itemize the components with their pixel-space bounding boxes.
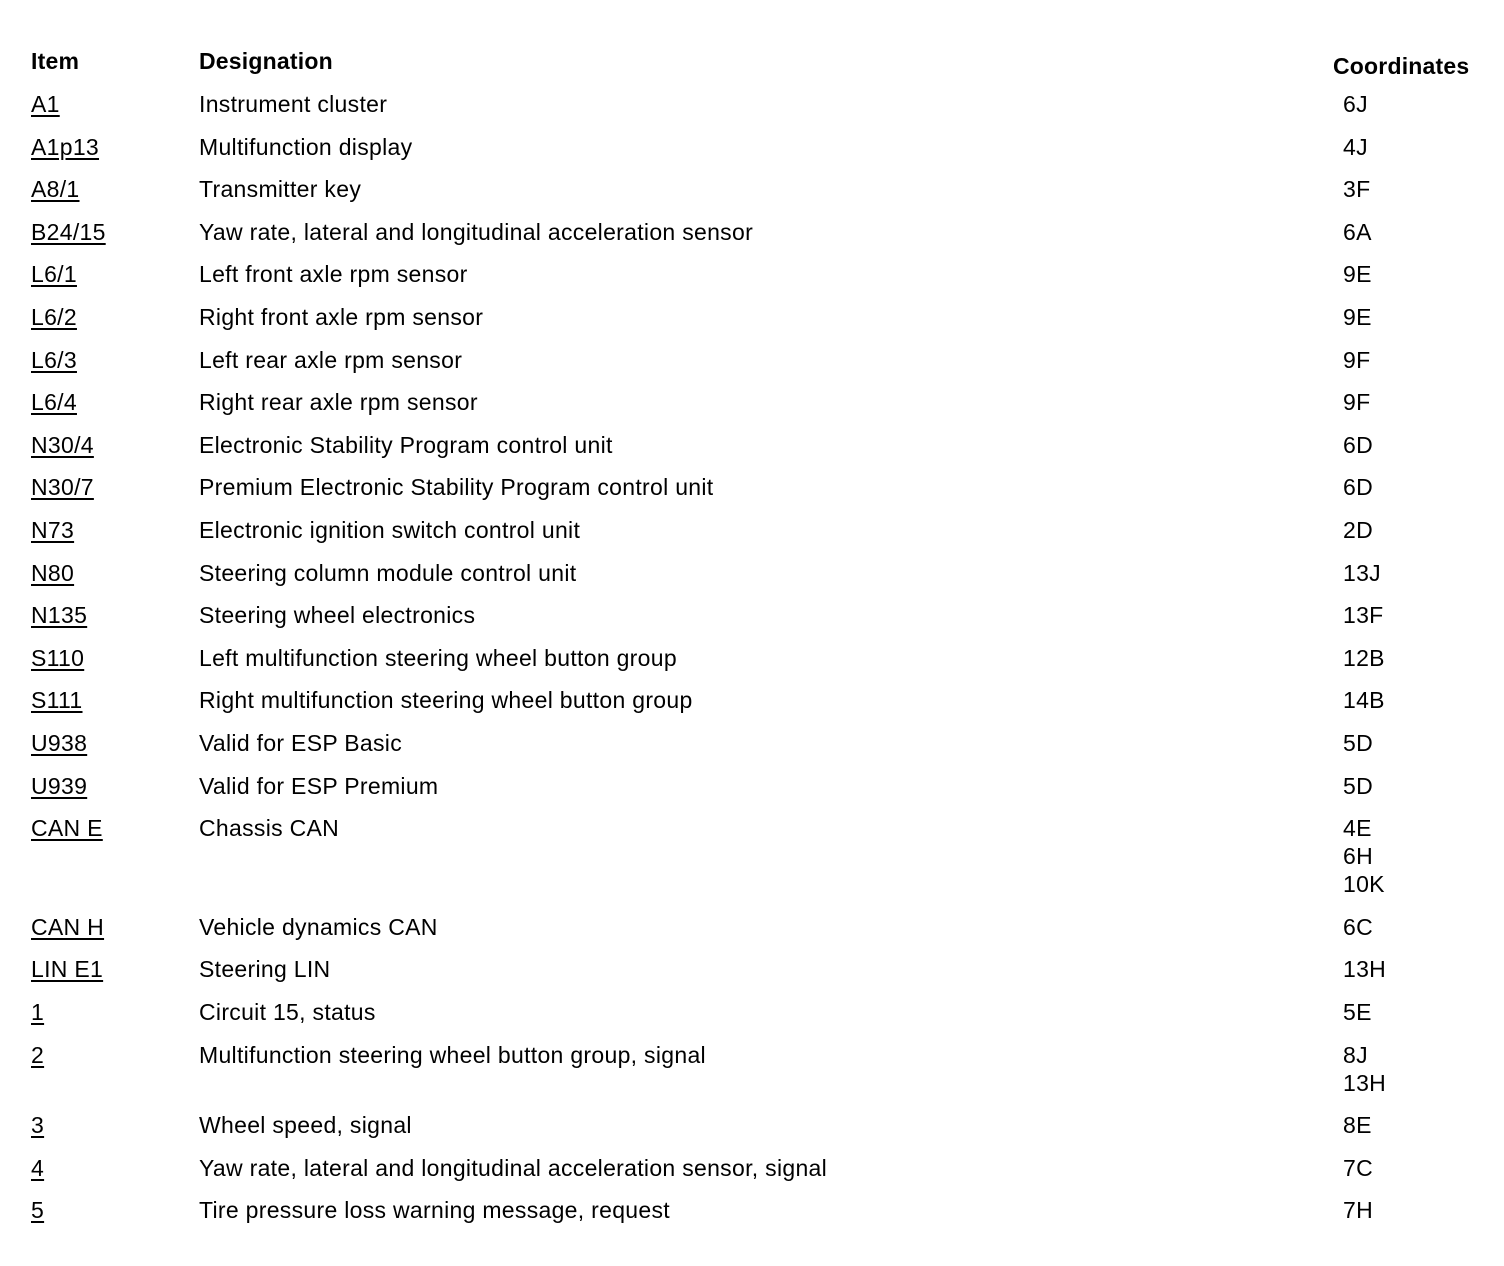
table-row: [0, 303, 1504, 331]
coordinate-value: 6D: [1343, 474, 1374, 501]
coordinates-cell: [1343, 473, 1373, 501]
coordinates-cell: [1343, 90, 1368, 118]
coordinates-cell: [1343, 913, 1373, 941]
coordinates-cell: [1343, 1196, 1373, 1224]
coordinate-value: 13F: [1343, 602, 1384, 629]
coordinate-value: 3F: [1343, 176, 1371, 203]
item-link[interactable]: 3: [31, 1112, 45, 1139]
column-header-item: Item: [31, 48, 80, 74]
coordinate-value: 8J: [1343, 1041, 1368, 1068]
table-row: [0, 175, 1504, 203]
table-row: [0, 473, 1504, 501]
designation-text: Steering column module control unit: [199, 559, 577, 586]
coordinates-cell: [1343, 346, 1370, 374]
coordinates-cell: [1343, 516, 1373, 544]
coordinates-cell: [1343, 772, 1373, 800]
coordinates-cell: [1343, 175, 1370, 203]
item-link[interactable]: A8/1: [31, 176, 80, 203]
item-link[interactable]: N80: [31, 559, 75, 586]
coordinate-value: 6C: [1343, 913, 1374, 940]
item-link[interactable]: S111: [31, 687, 83, 714]
table-row: [0, 133, 1504, 161]
coordinates-cell: [1343, 998, 1372, 1026]
designation-text: Multifunction steering wheel button group, signal: [199, 1041, 706, 1068]
coordinate-value: 6J: [1343, 91, 1368, 117]
coordinate-value: 13H: [1343, 956, 1387, 983]
coordinate-value: 6D: [1343, 431, 1374, 458]
item-link[interactable]: 1: [31, 999, 45, 1025]
coordinate-value: 9F: [1343, 346, 1371, 373]
item-link[interactable]: S110: [31, 644, 85, 671]
designation-text: Valid for ESP Premium: [199, 772, 439, 799]
column-header-coordinates: Coordinates: [1333, 53, 1470, 79]
item-link[interactable]: U938: [31, 730, 88, 756]
coordinate-value: 14B: [1343, 687, 1385, 714]
coordinate-value: 4J: [1343, 133, 1368, 160]
coordinates-cell: [1343, 133, 1368, 161]
table-row: [0, 346, 1504, 374]
designation-text: Tire pressure loss warning message, request: [199, 1197, 670, 1224]
coordinates-cell: [1343, 303, 1372, 331]
item-link[interactable]: L6/1: [31, 261, 77, 288]
designation-text: Electronic Stability Program control unit: [199, 431, 613, 458]
table-row: [0, 644, 1504, 672]
table-row: [0, 388, 1504, 416]
designation-text: Multifunction display: [199, 133, 413, 160]
item-link[interactable]: LIN E1: [31, 956, 104, 983]
item-link[interactable]: CAN E: [31, 815, 103, 842]
designation-text: Right rear axle rpm sensor: [199, 389, 478, 416]
designation-text: Right multifunction steering wheel button group: [199, 687, 693, 714]
coordinate-value: 5D: [1343, 772, 1374, 799]
coordinates-cell: [1343, 1111, 1372, 1139]
coordinate-value: 12B: [1343, 644, 1385, 671]
coordinate-value: 8E: [1343, 1112, 1372, 1139]
column-header-designation: Designation: [199, 48, 333, 74]
item-link[interactable]: L6/4: [31, 389, 77, 416]
designation-text: Chassis CAN: [199, 815, 340, 842]
coordinate-value: 10K: [1343, 871, 1385, 898]
coordinate-value: 4E: [1343, 815, 1372, 842]
designation-text: Premium Electronic Stability Program control unit: [199, 474, 714, 501]
coordinates-cell: [1343, 644, 1385, 672]
item-link[interactable]: 2: [31, 1041, 45, 1068]
coordinate-value: 6A: [1343, 218, 1372, 245]
item-link[interactable]: B24/15: [31, 218, 106, 245]
item-link[interactable]: N30/7: [31, 474, 94, 501]
table-row: [0, 913, 1504, 941]
table-row: [0, 729, 1504, 757]
designation-text: Steering LIN: [199, 956, 331, 983]
table-row: [0, 998, 1504, 1026]
designation-text: Yaw rate, lateral and longitudinal acceleration sensor, signal: [199, 1154, 828, 1181]
coordinates-cell: [1343, 814, 1385, 898]
coordinates-cell: [1343, 431, 1373, 459]
coordinates-cell: [1343, 955, 1386, 983]
coordinates-cell: [1343, 559, 1381, 587]
item-link[interactable]: N135: [31, 602, 88, 629]
designation-text: Steering wheel electronics: [199, 602, 476, 629]
item-link[interactable]: CAN H: [31, 913, 105, 940]
coordinate-value: 13J: [1343, 559, 1381, 586]
designation-text: Vehicle dynamics CAN: [199, 913, 438, 940]
coordinates-cell: [1343, 388, 1370, 416]
coordinates-cell: [1343, 729, 1373, 757]
designation-text: Instrument cluster: [199, 91, 388, 117]
coordinate-value: 9E: [1343, 261, 1372, 288]
table-row: [0, 814, 1504, 898]
designation-text: Left rear axle rpm sensor: [199, 346, 463, 373]
table-row: [0, 1154, 1504, 1182]
table-row: [0, 559, 1504, 587]
item-link[interactable]: U939: [31, 772, 88, 799]
item-link[interactable]: N73: [31, 517, 75, 543]
coordinates-cell: [1343, 1041, 1386, 1097]
item-link[interactable]: A1: [31, 91, 60, 117]
item-link[interactable]: 5: [31, 1197, 45, 1224]
designation-text: Wheel speed, signal: [199, 1112, 412, 1139]
coordinate-value: 9F: [1343, 389, 1371, 416]
designation-text: Transmitter key: [199, 176, 362, 203]
coordinates-cell: [1343, 1154, 1373, 1182]
table-row: [0, 90, 1504, 118]
item-link[interactable]: A1p13: [31, 133, 100, 160]
table-row: [0, 516, 1504, 544]
table-row: [0, 686, 1504, 714]
designation-text: Yaw rate, lateral and longitudinal acceleration sensor: [199, 218, 754, 245]
coordinate-value: 5E: [1343, 999, 1372, 1025]
coordinates-cell: [1343, 218, 1372, 246]
item-link[interactable]: L6/3: [31, 346, 77, 373]
table-row: [0, 1111, 1504, 1139]
coordinates-cell: [1343, 601, 1384, 629]
coordinate-value: 6H: [1343, 843, 1374, 870]
table-row: [0, 1041, 1504, 1097]
coordinates-cell: [1343, 686, 1385, 714]
table-row: [0, 431, 1504, 459]
item-link[interactable]: N30/4: [31, 431, 94, 458]
item-link[interactable]: 4: [31, 1154, 45, 1181]
coordinate-value: 9E: [1343, 304, 1372, 330]
designation-text: Valid for ESP Basic: [199, 730, 402, 756]
coordinate-value: 7C: [1343, 1154, 1374, 1181]
coordinate-value: 7H: [1343, 1197, 1374, 1224]
designation-text: Circuit 15, status: [199, 999, 376, 1025]
table-row: [0, 955, 1504, 983]
item-link[interactable]: L6/2: [31, 304, 77, 330]
designation-text: Left front axle rpm sensor: [199, 261, 468, 288]
table-row: [0, 601, 1504, 629]
designation-text: Electronic ignition switch control unit: [199, 517, 581, 543]
table-row: [0, 260, 1504, 288]
designation-text: Left multifunction steering wheel button group: [199, 644, 677, 671]
coordinate-value: 13H: [1343, 1069, 1387, 1096]
coordinate-value: 2D: [1343, 517, 1374, 543]
table-row: [0, 772, 1504, 800]
table-row: [0, 1196, 1504, 1224]
coordinates-cell: [1343, 260, 1372, 288]
table-row: [0, 218, 1504, 246]
designation-text: Right front axle rpm sensor: [199, 304, 484, 330]
coordinate-value: 5D: [1343, 730, 1374, 756]
